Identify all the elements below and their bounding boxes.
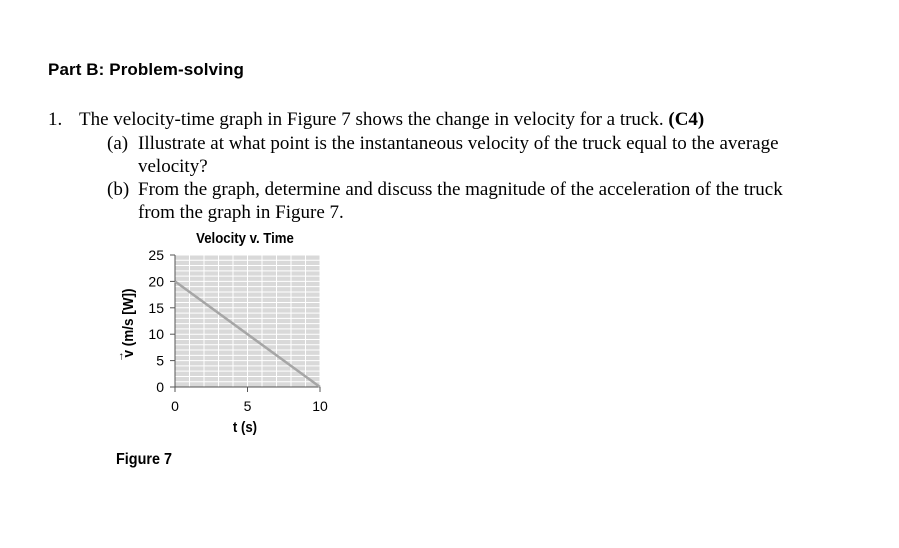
y-tick-label: 20 [148, 273, 164, 290]
figure-caption: Figure 7 [116, 451, 173, 468]
part-b-line-2: from the graph in Figure 7. [138, 202, 344, 223]
y-tick-label: 15 [148, 299, 164, 316]
question-code: (C4) [668, 109, 705, 130]
question-number: 1. [48, 109, 63, 130]
part-b-label: (b) [107, 179, 130, 200]
part-a-line-1: Illustrate at what point is the instantaneous velocity of the truck equal to the average [138, 133, 779, 154]
part-a-line-2: velocity? [138, 156, 208, 177]
y-tick-label: 25 [148, 247, 164, 263]
y-tick-label: 10 [148, 326, 164, 343]
y-axis-label: v (m/s [W]) [120, 288, 138, 358]
x-tick-label: 5 [243, 398, 252, 414]
y-tick-label: 5 [156, 352, 164, 369]
chart-title: Velocity v. Time [196, 229, 294, 247]
x-tick-label: 10 [312, 398, 328, 414]
vector-arrow-mark: → [114, 351, 126, 362]
x-axis-label: t (s) [232, 418, 258, 436]
question-stem-text: The velocity-time graph in Figure 7 shows the change in velocity for a truck. [79, 109, 664, 130]
section-heading: Part B: Problem-solving [48, 60, 244, 79]
part-a-label: (a) [107, 133, 129, 154]
x-tick-label: 0 [171, 398, 179, 414]
part-b-line-1: From the graph, determine and discuss the magnitude of the acceleration of the truck [138, 179, 783, 200]
y-tick-label: 0 [156, 379, 164, 395]
